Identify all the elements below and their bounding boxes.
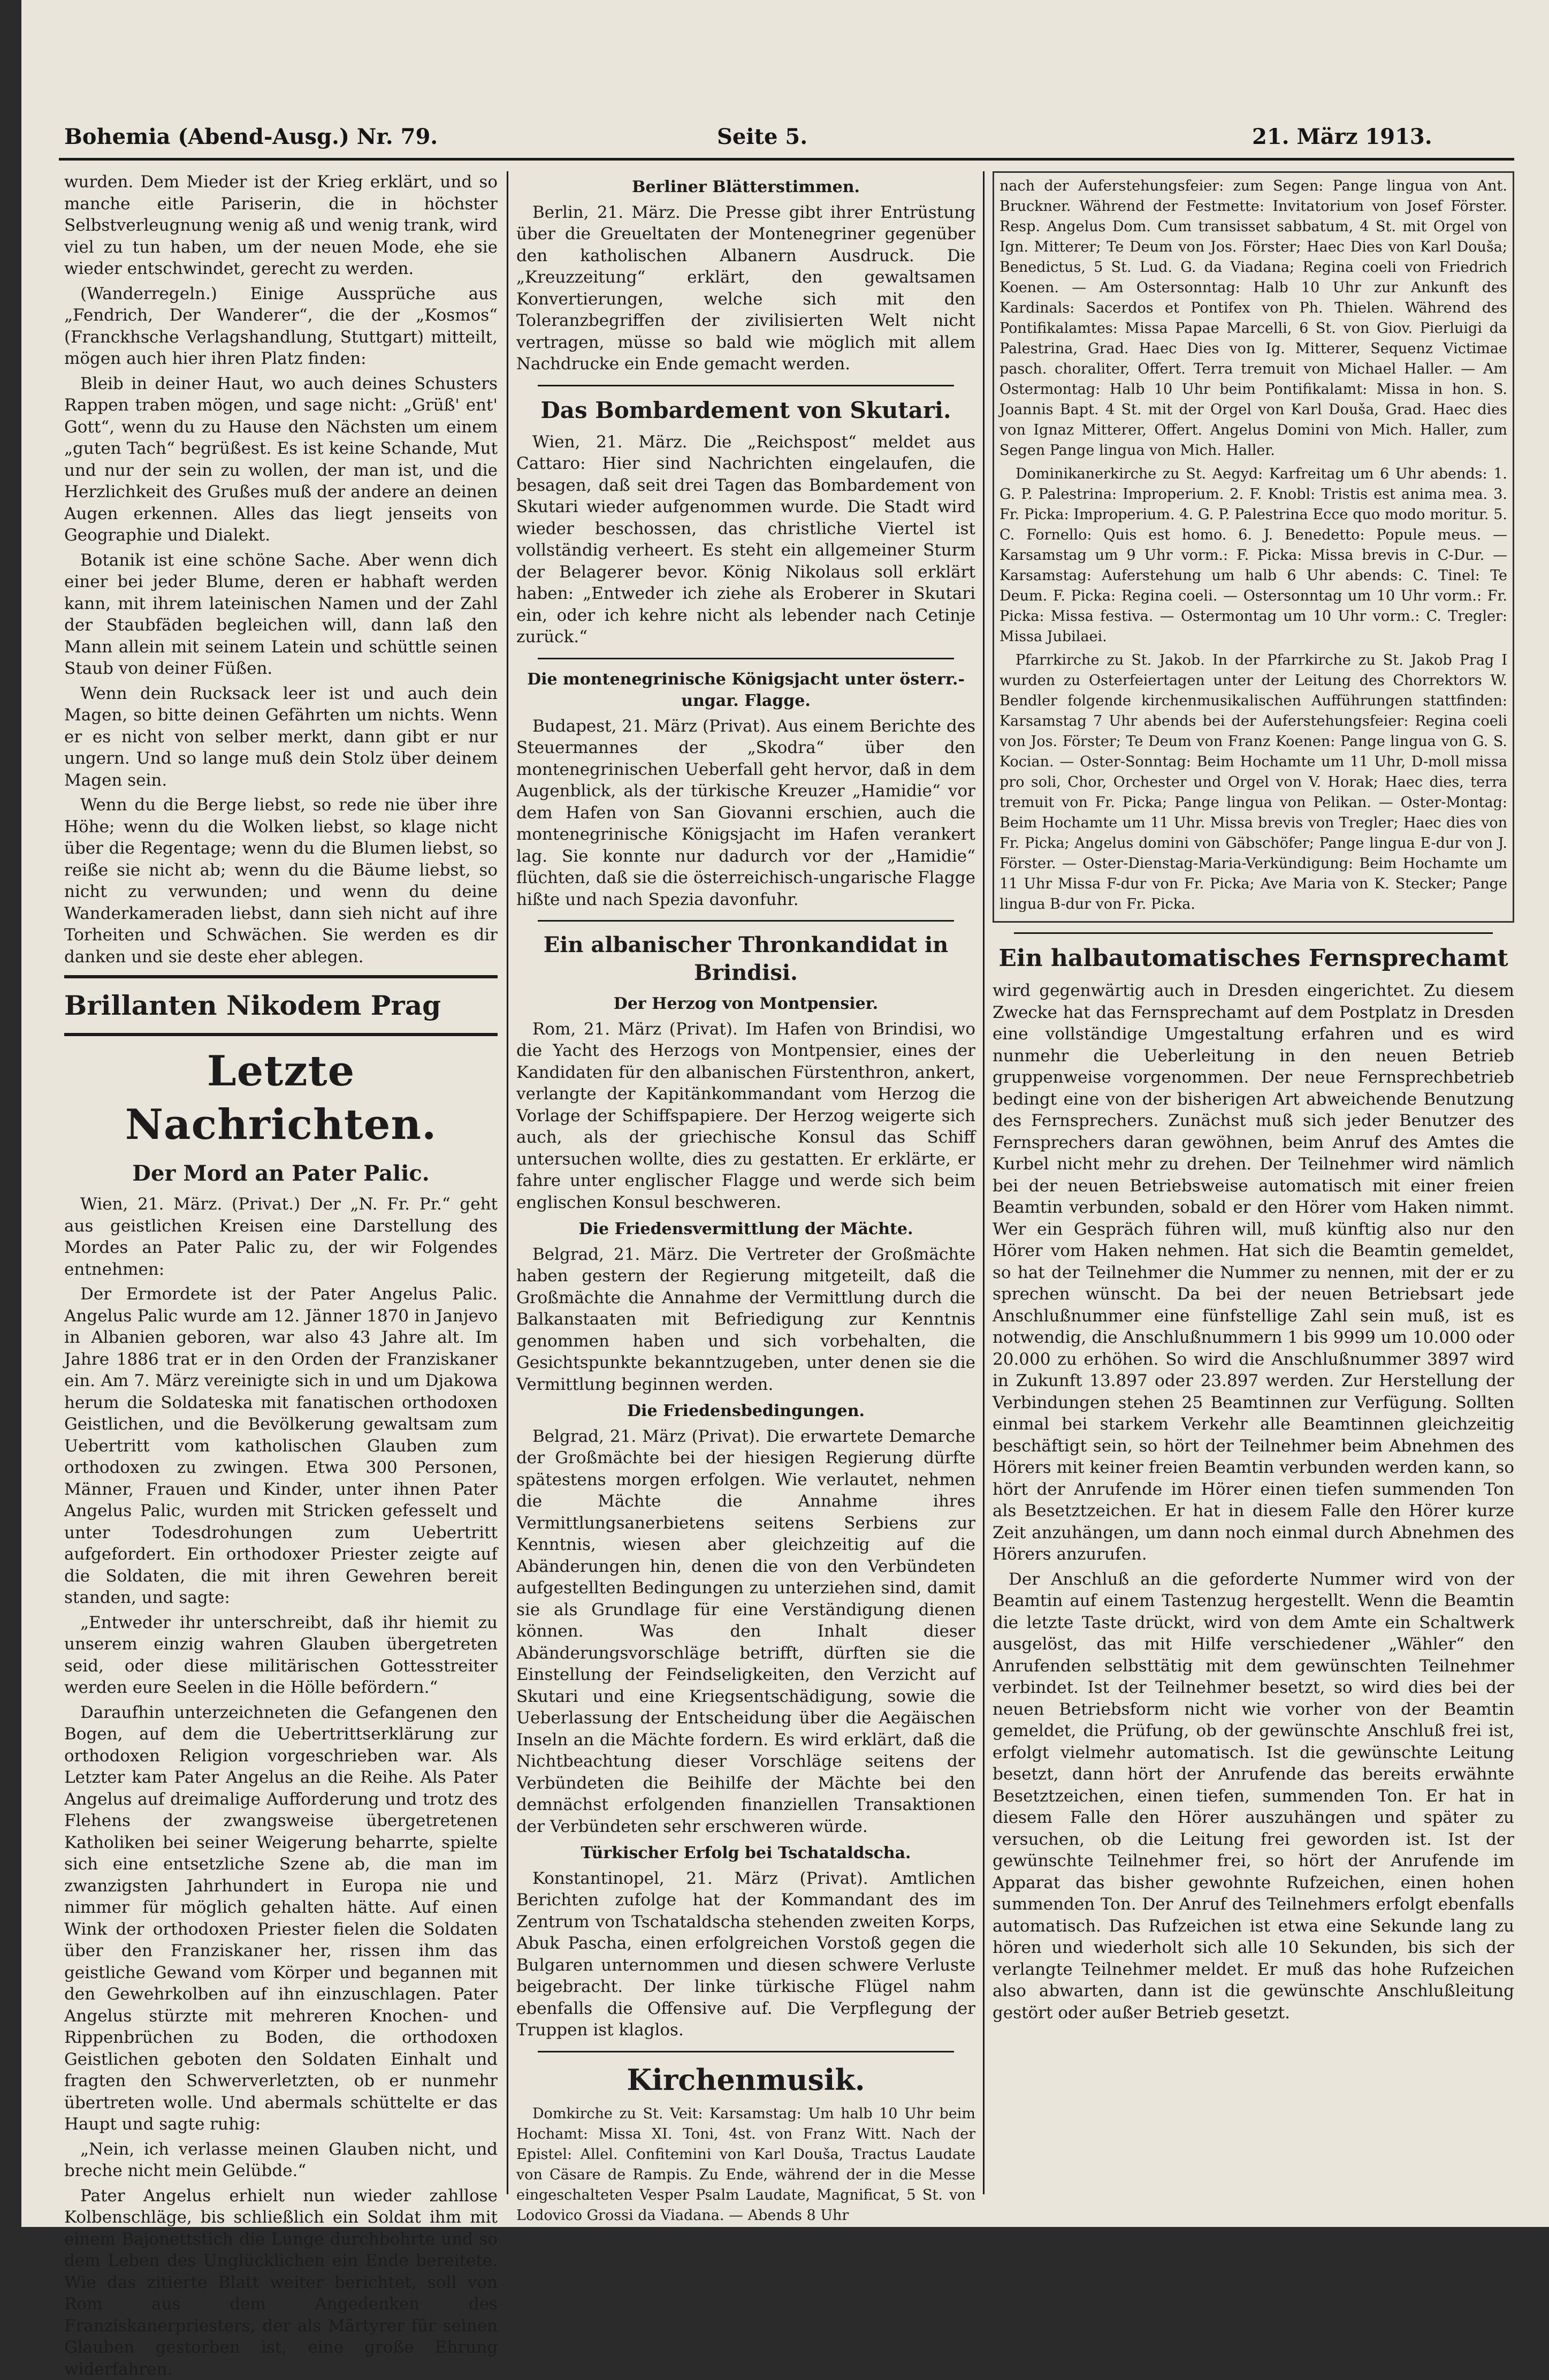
headline-koenigsjacht: Die montenegrinische Königsjacht unter österr.-ungar. Flagge. bbox=[516, 669, 975, 712]
divider bbox=[538, 658, 954, 659]
divider bbox=[1014, 932, 1493, 934]
article-text: wurden. Dem Mieder ist der Krieg erklärt, und so manche eitle Pariserin, die in höchster Selbstverleugnung wenig aß und wenig trank, wird viel zu tun haben, um der neuen Mode, ehe sie wieder entschwindet, gerecht zu werden. bbox=[64, 171, 498, 280]
quote-text: „Nein, ich verlasse meinen Glauben nicht, und breche nicht mein Gelübde.“ bbox=[64, 2139, 498, 2182]
article-text: Domkirche zu St. Veit: Karsamstag: Um halb 10 Uhr beim Hochamt: Missa XI. Toni, 4st. von Franz Witt. Nach der Epistel: Allel. Confitemini von Karl Douša, Tractus Laudate von Cäsare de Rampis. Zu Ende, während der in die Messe eingeschalteten Vesper Psalm Laudate, Magnificat, 5 St. von Lodovico Grossi da Viadana. — Abends 8 Uhr bbox=[516, 2104, 975, 2226]
article-text: Der Anschluß an die geforderte Nummer wird von der Beamtin auf einem Tastenzug hergestellt. Wenn die Beamtin die letzte Taste drückt, wird von dem Amte ein Schaltwerk ausgelöst, das mit Hilfe verschiedener „Wähler“ den Anrufenden selbsttätig mit dem gewünschten Teilnehmer verbindet. Ist der Teilnehmer besetzt, so wird dies bei der neuen Betriebsform nicht wie vorher von der Beamtin gemeldet, die Prüfung, ob der gewünschte Anschluß frei ist, erfolgt vielmehr automatisch. Ist die gewünschte Leitung besetzt, dann hört der Anrufende das bereits erwähnte Besetztzeichen, einen tiefen, summenden Ton. Er hat in diesem Falle den Hörer auszuhängen und später zu versuchen, ob die Leitung frei geworden ist. Ist der gewünschte Teilnehmer frei, so hört der Anrufende im Apparat das bisher gewohnte Rufzeichen, einen hohen summenden Ton. Der Anruf des Teilnehmers erfolgt ebenfalls automatisch. Das Rufzeichen ist etwa eine Sekunde lang zu hören und wiederholt sich alle 10 Sekunden, bis sich der verlangte Teilnehmer meldet. Er muß das hohe Rufzeichen also abwarten, dann ist die gewünschte Anschlußleitung gestört oder außer Betrieb gesetzt. bbox=[993, 1569, 1514, 2024]
headline-skutari: Das Bombardement von Skutari. bbox=[516, 396, 975, 425]
divider bbox=[538, 920, 954, 922]
article-text: Pfarrkirche zu St. Jakob. In der Pfarrkirche zu St. Jakob Prag I wurden zu Osterfeiertagen unter der Leitung des Chorrektors W. Bendler folgende kirchenmusikalischen Aufführungen stattfinden: Karsamstag 7 Uhr abends bei der Auferstehungsfeier: Regina coeli von Jos. Förster; Te Deum von Franz Koenen: Pange lingua von G. S. Kocian. — Oster-Sonntag: Beim Hochamte um 11 Uhr, D-moll missa pro soli, Chor, Orchester und Orgel von V. Horak; Haec dies, terra tremuit von Fr. Picka; Pange lingua von Pelikan. — Oster-Montag: Beim Hochamte um 11 Uhr. Missa brevis von Tregler; Haec dies von Fr. Picka; Angelus domini von Gäbschöfer; Pange lingua E-dur von J. Förster. — Oster-Dienstag-Maria-Verkündigung: Beim Hochamte um 11 Uhr Missa F-dur von Fr. Picka; Ave Maria von K. Stecker; Pange lingua B-dur von Fr. Picka. bbox=[999, 650, 1507, 915]
headline-fernsprechamt: Ein halbautomatisches Fernsprechamt bbox=[993, 944, 1514, 974]
article-text: Budapest, 21. März (Privat). Aus einem Berichte des Steuermannes der „Skodra“ über den montenegrinischen Ueberfall geht hervor, daß in dem Augenblick, als der türkische Kreuzer „Hamidie“ vor dem Hafen von San Giovanni erschien, auch die montenegrinische Königsjacht im Hafen verankert lag. Sie konnte nur dadurch vor der „Hamidie“ flüchten, daß sie die österreichisch-ungarische Flagge hißte und nach Spezia davonfuhr. bbox=[516, 716, 975, 911]
article-text: Berlin, 21. März. Die Presse gibt ihrer Entrüstung über die Greueltaten der Montenegriner gegenüber den katholischen Albanern Ausdruck. Die „Kreuzzeitung“ erklärt, den gewaltsamen Konvertierungen, welche sich mit den Toleranzbegriffen der zivilisierten Welt nicht vertragen, müsse so bald wie möglich mit allem Nachdrucke ein Ende gemacht werden. bbox=[516, 202, 975, 375]
section-title-latest-news: Letzte Nachrichten. bbox=[64, 1045, 498, 1152]
header-page-number: Seite 5. bbox=[717, 124, 807, 149]
article-text: Botanik ist eine schöne Sache. Aber wenn dich einer bei jeder Blume, deren er habhaft werden kann, mit ihrem lateinischen Namen und der Zahl der Staubfäden begleichen will, dann laß den Mann allein mit seinem Latein und schüttle seinen Staub von deiner Füßen. bbox=[64, 550, 498, 680]
header-date: 21. März 1913. bbox=[1252, 124, 1432, 149]
column-divider-1 bbox=[507, 171, 508, 2194]
article-text: nach der Auferstehungsfeier: zum Segen: Pange lingua von Ant. Bruckner. Während der Festmette: Invitatorium von Josef Förster. Resp. Angelus Dom. Cum transisset sabbatum, 4 St. mit Orgel von Ign. Mitterer; Te Deum von Jos. Förster; Haec Dies von Karl Douša; Benedictus, 5 St. Lud. G. da Viadana; Regina coeli von Friedrich Koenen. — Am Ostersonntag: Halb 10 Uhr zur Ankunft des Kardinals: Sacerdos et Pontifex von Ph. Thielen. Während des Pontifikalamtes: Missa Papae Marcelli, 6 St. von Giov. Pierluigi da Palestrina, Grad. Haec Dies von Ig. Mitterer, Sequenz Victimae pasch. choraliter, Offert. Terra tremuit von Michael Haller. — Am Ostermontag: Halb 10 Uhr beim Pontifikalamt: Missa in hon. S. Joannis Bapt. 4 St. mit der Orgel von Karl Douša, Grad. Haec dies von Ignaz Mitterer, Offert. Angelus Domini von Mich. Haller, zum Segen Pange lingua von Mich. Haller. bbox=[999, 176, 1507, 461]
article-text: Bleib in deiner Haut, wo auch deines Schusters Rappen traben mögen, und sage nicht: „Grüß' ent' Gott“, wenn du zu Hause den Nächsten um einem „guten Tach“ begrüßest. Es ist keine Schande, Mut und nur der sein zu wollen, der man ist, und die Herzlichkeit des Grußes muß der andere an deinen Augen erkennen. Alles das liegt jenseits von Geographie und Dialekt. bbox=[64, 373, 498, 546]
divider bbox=[538, 2051, 954, 2052]
divider bbox=[538, 385, 954, 386]
article-text: wird gegenwärtig auch in Dresden eingerichtet. Zu diesem Zwecke hat das Fernsprechamt auf dem Postplatz in Dresden eine vollständige Umgestaltung erfahren und es wird nunmehr die Ueberleitung in den neuen Betrieb gruppenweise vorgenommen. Der neue Fernsprechbetrieb bedingt eine von der bisherigen Art abweichende Benutzung des Fernsprechers. Zunächst muß sich jeder Benutzer des Fernsprechers daran gewöhnen, beim Anruf des Amtes die Kurbel nicht mehr zu drehen. Der Teilnehmer wird nämlich bei der neuen Betriebsweise automatisch mit einer freien Beamtin verbunden, sobald er den Hörer vom Haken nimmt. Wer ein Gespräch führen will, muß künftig also nur den Hörer vom Haken nehmen. Hat sich die Beamtin gemeldet, so hat der Teilnehmer die Nummer zu nennen, mit der er zu sprechen wünscht. Da bei der neuen Betriebsart jede Anschlußnummer eine fünfstellige Zahl sein muß, ist es notwendig, die Anschlußnummern 1 bis 9999 um 10.000 oder 20.000 zu erhöhen. So wird die Anschlußnummer 3897 wird in Zukunft 13.897 oder 23.897 werden. Zur Herstellung der Verbindungen stehen 25 Beamtinnen zur Verfügung. Sollten einmal bei starkem Verkehr alle Beamtinnen gleichzeitig beschäftigt sein, so hört der Teilnehmer beim Abnehmen des Hörers mit keiner freien Beamtin verbunden werden kann, so hört der Anrufende im Hörer einen tiefen summenden Ton als Besetztzeichen. Er hat in diesem Falle den Hörer kurze Zeit anzuhängen, um dann noch einmal durch Abnehmen des Hörers anzurufen. bbox=[993, 980, 1514, 1565]
article-text: Wenn dein Rucksack leer ist und auch dein Magen, so bitte deinen Gefährten um nichts. Wenn er es nicht von selber merkt, dann gibt er nur ungern. Und so lange muß dein Stolz über deinem Magen sein. bbox=[64, 683, 498, 792]
church-music-box bbox=[993, 171, 1514, 923]
advertisement-brillanten: Brillanten Nikodem Prag bbox=[64, 975, 498, 1036]
article-text: Daraufhin unterzeichneten die Gefangenen den Bogen, auf dem die Uebertrittserklärung zur orthodoxen Religion vorgeschrieben war. Als Letzter kam Pater Angelus an die Reihe. Als Pater Angelus auf dreimalige Aufforderung und trotz des Flehens der zwangsweise übergetretenen Katholiken bei seiner Weigerung beharrte, spielte sich eine entsetzliche Szene ab, die man im zwanzigsten Jahrhundert in Europa nie und nimmer für möglich gehalten hätte. Auf einen Wink der orthodoxen Priester fielen die Soldaten über den Franziskaner her, rissen ihm das geistliche Gewand vom Körper und begannen mit den Gewehrkolben auf ihn einzuschlagen. Pater Angelus stürzte mit mehreren Knochen- und Rippenbrüchen zu Boden, die orthodoxen Geistlichen geboten den Soldaten Einhalt und fragten den Schwerverletzten, ob er nunmehr übertreten wolle. Und abermals schüttelte er das Haupt und sagte ruhig: bbox=[64, 1702, 498, 2135]
headline-friedensbedingungen: Die Friedensbedingungen. bbox=[516, 1401, 975, 1423]
column-3 bbox=[993, 171, 1514, 2205]
article-text: Wenn du die Berge liebst, so rede nie über ihre Höhe; wenn du die Wolken liebst, so klage nicht über die Regentage; wenn du die Blumen liebst, so reiße sie nicht ab; wenn du die Bäume liebst, so nicht zu verwunden; und wenn du deine Wanderkameraden liebst, dann sieh nicht auf ihre Torheiten und Schwächen. Sie werden es dir danken und sie deste eher ablegen. bbox=[64, 794, 498, 968]
column-2 bbox=[516, 171, 975, 2205]
header-rule bbox=[59, 158, 1514, 161]
article-text: Konstantinopel, 21. März (Privat). Amtlichen Berichten zufolge hat der Kommandant des im Zentrum von Tschataldscha stehenden zweiten Korps, Abuk Pascha, einen erfolgreichen Vorstoß gegen die Bulgaren unternommen und diesen schwere Verluste beigebracht. Der linke türkische Flügel nahm ebenfalls die Offensive auf. Die Verpflegung der Truppen ist klaglos. bbox=[516, 1868, 975, 2041]
newspaper-page bbox=[21, 0, 1549, 2227]
headline-kirchenmusik: Kirchenmusik. bbox=[516, 2062, 975, 2097]
headline-berliner: Berliner Blätterstimmen. bbox=[516, 177, 975, 199]
headline-thronkandidat: Ein albanischer Thronkandidat in Brindisi. bbox=[516, 931, 975, 987]
article-text: Wien, 21. März. (Privat.) Der „N. Fr. Pr.“ geht aus geistlichen Kreisen eine Darstellung des Mordes an Pater Palic zu, der wir Folgendes entnehmen: bbox=[64, 1193, 498, 1280]
headline-friedensvermittlung: Die Friedensvermittlung der Mächte. bbox=[516, 1219, 975, 1241]
article-text: Wien, 21. März. Die „Reichspost“ meldet aus Cattaro: Hier sind Nachrichten eingelaufen, die besagen, daß seit drei Tagen das Bombardement von Skutari wieder aufgenommen wurde. Die Stadt wird wieder beschossen, das christliche Viertel ist vollständig verheert. Es steht ein allgemeiner Sturm der Belagerer bevor. König Nikolaus soll erklärt haben: „Entweder ich ziehe als Eroberer in Skutari ein, oder ich kehre nicht als lebender nach Cetinje zurück.“ bbox=[516, 431, 975, 648]
article-text: (Wanderregeln.) Einige Aussprüche aus „Fendrich, Der Wanderer“, die der „Kosmos“ (Franckhsche Verlagshandlung, Stuttgart) mitteilt, mögen auch hier ihren Platz finden: bbox=[64, 283, 498, 370]
headline-mord: Der Mord an Pater Palic. bbox=[64, 1160, 498, 1187]
column-1 bbox=[64, 171, 498, 2205]
quote-text: „Entweder ihr unterschreibt, daß ihr hiemit zu unserem einzig wahren Glauben übergetreten seid, oder diese militärischen Gottesstreiter werden eure Seelen in die Hölle befördern.“ bbox=[64, 1612, 498, 1699]
article-text: Pater Angelus erhielt nun wieder zahllose Kolbenschläge, bis schließlich ein Soldat ihm mit einem Bajonettstich die Lunge durchbohrte und so dem Leben des Unglücklichen ein Ende bereitete. Wie das zitierte Blatt weiter berichtet, soll von Rom aus dem Angedenken des Franziskanerpriesters, der als Märtyrer für seinen Glauben gestorben ist, eine große Ehrung widerfahren. bbox=[64, 2185, 498, 2380]
subheadline-montpensier: Der Herzog von Montpensier. bbox=[516, 993, 975, 1015]
article-text: Dominikanerkirche zu St. Aegyd: Karfreitag um 6 Uhr abends: 1. G. P. Palestrina: Improperium. 2. F. Knobl: Tristis est anima mea. 3. Fr. Picka: Improperium. 4. G. P. Palestrina Ecce quo modo moritur. 5. C. Fornello: Quis est homo. 6. J. Benedetto: Popule meus. — Karsamstag um 9 Uhr vorm.: F. Picka: Missa brevis in C-Dur. — Karsamstag: Auferstehung um halb 6 Uhr abends: C. Tinel: Te Deum. F. Picka: Regina coeli. — Ostersonntag um 10 Uhr vorm.: Fr. Picka: Missa festiva. — Ostermontag um 10 Uhr vorm.: C. Tregler: Missa Jubilaei. bbox=[999, 464, 1507, 647]
header-masthead: Bohemia (Abend-Ausg.) Nr. 79. bbox=[64, 124, 438, 149]
article-text: Der Ermordete ist der Pater Angelus Palic. Angelus Palic wurde am 12. Jänner 1870 in Janjevo in Albanien geboren, war also 43 Jahre alt. Im Jahre 1886 trat er in den Orden der Franziskaner ein. Am 7. März vereinigte sich in und um Djakowa herum die Soldateska mit fanatischen orthodoxen Geistlichen, und die Bevölkerung gewaltsam zum Uebertritt vom katholischen Glauben zum orthodoxen zu zwingen. Etwa 300 Personen, Männer, Frauen und Kinder, unter ihnen Pater Angelus Palic, wurden mit Stricken gefesselt und unter Todesdrohungen zum Uebertritt aufgefordert. Ein orthodoxer Priester zeigte auf die Soldaten, die mit ihren Gewehren bereit standen, und sagte: bbox=[64, 1283, 498, 1609]
article-text: Belgrad, 21. März (Privat). Die erwartete Demarche der Großmächte bei der hiesigen Regierung dürfte spätestens morgen erfolgen. Wie verlautet, nehmen die Mächte die Annahme ihres Vermittlungsanerbietens seitens Serbiens zur Kenntnis, wiesen aber gleichzeitig auf die Abänderungen hin, denen die von den Verbündeten aufgestellten Bedingungen zu unterziehen sind, damit sie als Grundlage für eine Verständigung dienen können. Was den Inhalt dieser Abänderungsvorschläge betrifft, dürften sie die Einstellung der Feindseligkeiten, den Verzicht auf Skutari und eine Kriegsentschädigung, sowie die Ueberlassung der Entscheidung über die Aegäischen Inseln an die Mächte fordern. Es wird erklärt, daß die Nichtbeachtung dieser Vorschläge seitens der Verbündeten die Beihilfe der Mächte bei den demnächst erfolgenden finanziellen Transaktionen der Verbündeten sehr erschweren würde. bbox=[516, 1426, 975, 1838]
column-divider-2 bbox=[983, 171, 985, 2194]
article-text: Rom, 21. März (Privat). Im Hafen von Brindisi, wo die Yacht des Herzogs von Montpensier, eines der Kandidaten für den albanischen Fürstenthron, ankert, verlangte der Kapitänkommandant vom Herzog die Vorlage der Schiffspapiere. Der Herzog weigerte sich auch, als der griechische Konsul das Schiff untersuchen wollte, dies zu gestatten. Er erklärte, er fahre unter englischer Flagge und werde sich beim englischen Konsul beschweren. bbox=[516, 1018, 975, 1214]
headline-tschataldscha: Türkischer Erfolg bei Tschataldscha. bbox=[516, 1843, 975, 1865]
article-text: Belgrad, 21. März. Die Vertreter der Großmächte haben gestern der Regierung mitgeteilt, daß die Großmächte die Annahme der Vermittlung durch die Balkanstaaten mit Befriedigung zur Kenntnis genommen haben und sich vorbehalten, die Gesichtspunkte bekanntzugeben, unter denen sie die Vermittlung beginnen werden. bbox=[516, 1244, 975, 1396]
